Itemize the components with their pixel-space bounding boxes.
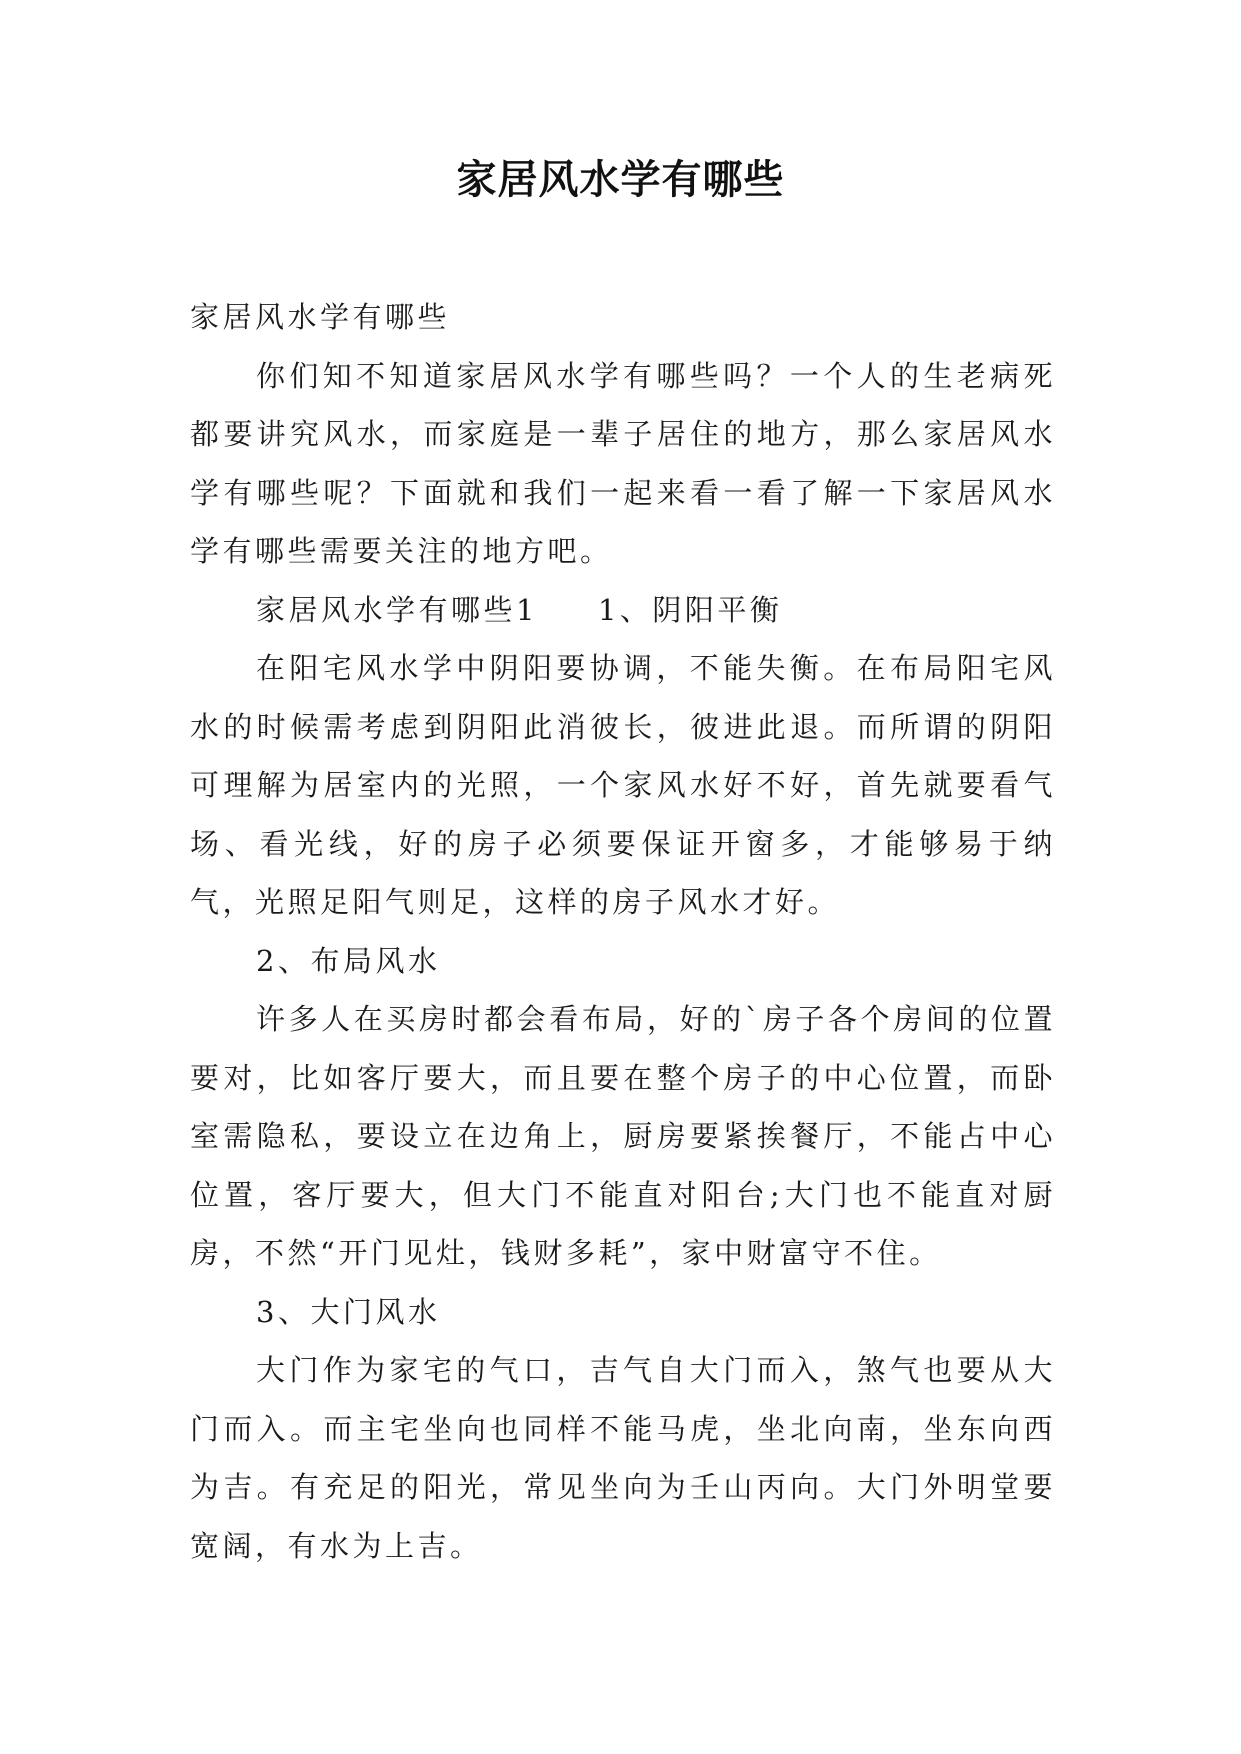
document-body (190, 288, 1056, 1575)
section-label: 家居风水学有哪些1 (256, 592, 538, 627)
intro-paragraph: 你们知不知道家居风水学有哪些吗？一个人的生老病死都要讲究风水，而家庭是一辈子居住的地方，那么家居风水学有哪些呢？下面就和我们一起来看一看了解一下家居风水学有哪些需要关注的地方吧。 (190, 358, 1056, 568)
document-title: 家居风水学有哪些 (456, 157, 785, 203)
section-heading-1: 1、阴阳平衡 (597, 592, 783, 627)
paragraph-yin-yang: 在阳宅风水学中阴阳要协调，不能失衡。在布局阳宅风水的时候需考虑到阴阳此消彼长，彼进此退。而所谓的阴阳可理解为居室内的光照，一个家风水好不好，首先就要看气场、看光线，好的房子必须要保证开窗多，才能够易于纳气，光照足阳气则足，这样的房子风水才好。 (190, 651, 1056, 919)
section-heading-line (190, 581, 1056, 640)
paragraph-door: 大门作为家宅的气口，吉气自大门而入，煞气也要从大门而入。而主宅坐向也同样不能马虎，坐北向南，坐东向西为吉。有充足的阳光，常见坐向为壬山丙向。大门外明堂要宽阔，有水为上吉。 (190, 1353, 1056, 1563)
subtitle-paragraph: 家居风水学有哪些 (190, 300, 451, 334)
section-heading-3: 3、大门风水 (256, 1294, 441, 1329)
section-heading-2: 2、布局风水 (256, 943, 441, 978)
paragraph-layout: 许多人在买房时都会看布局，好的`房子各个房间的位置要对，比如客厅要大，而且要在整个房子的中心位置，而卧室需隐私，要设立在边角上，厨房要紧挨餐厅，不能占中心位置，客厅要大，但大门不能直对阳台;大门也不能直对厨房，不然“开门见灶，钱财多耗”，家中财富守不住。 (190, 1002, 1056, 1270)
